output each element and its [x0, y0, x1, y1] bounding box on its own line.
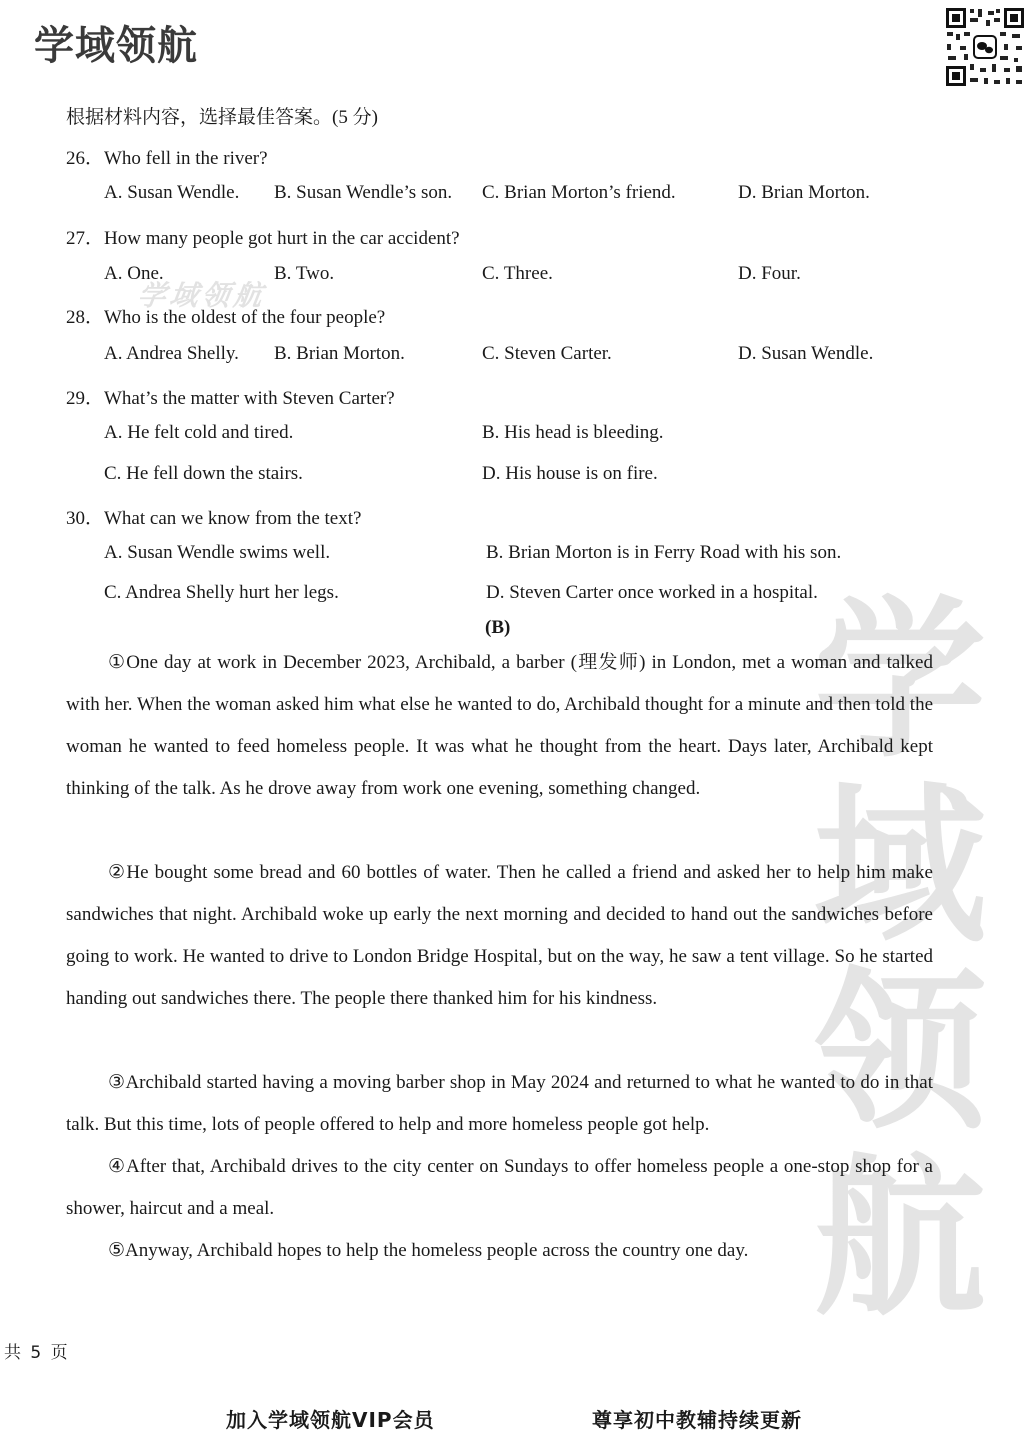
question-27: 27．How many people got hurt in the car accident? — [66, 228, 460, 249]
option-29-b[interactable]: B. His head is bleeding. — [482, 422, 664, 443]
option-28-d[interactable]: D. Susan Wendle. — [738, 343, 874, 364]
watermark-char-1: 学 — [814, 580, 986, 781]
paragraph-1: ①One day at work in December 2023, Archibald, a barber (理发师) in London, met a woman and talked with her. When the woman asked him what else he wanted to do, Archibald thought for a minute and then told the woman he wanted to feed homeless people. It was what he thought from the heart. Days later, Archibald kept thinking of the talk. As he drove away from work one evening, something changed. — [66, 652, 933, 799]
option-30-c[interactable]: C. Andrea Shelly hurt her legs. — [104, 582, 339, 603]
promo-update: 尊享初中教辅持续更新 — [592, 1408, 802, 1432]
page-total: 共 5 页 — [4, 1343, 70, 1363]
question-26: 26．Who fell in the river? — [66, 148, 268, 169]
option-30-d[interactable]: D. Steven Carter once worked in a hospital. — [486, 582, 818, 603]
paragraph-2: ②He bought some bread and 60 bottles of water. Then he called a friend and asked her to help him make sandwiches that night. Archibald woke up early the next morning and decided to hand out the sandwiches before going to work. He wanted to drive to London Bridge Hospital, but on the way, he saw a tent village. So he started handing out sandwiches there. The people there thanked him for his kindness. — [66, 862, 933, 1009]
brand-logo: 学域领航 — [34, 23, 198, 69]
watermark-char-3: 领 — [814, 952, 986, 1153]
watermark-char-2: 域 — [814, 766, 986, 967]
paragraph-4: ④After that, Archibald drives to the city center on Sundays to offer homeless people a one-stop shop for a shower, haircut and a meal. — [66, 1156, 933, 1219]
option-27-d[interactable]: D. Four. — [738, 263, 801, 284]
option-29-c[interactable]: C. He fell down the stairs. — [104, 463, 303, 484]
option-30-b[interactable]: B. Brian Morton is in Ferry Road with his son. — [486, 542, 842, 563]
option-30-a[interactable]: A. Susan Wendle swims well. — [104, 542, 331, 563]
promo-vip: 加入学域领航VIP会员 — [226, 1408, 435, 1432]
watermark-small: 学域领航 — [135, 279, 269, 312]
question-29: 29．What’s the matter with Steven Carter? — [66, 388, 395, 409]
option-27-a[interactable]: A. One. — [104, 263, 164, 284]
instruction: 根据材料内容，选择最佳答案。(5 分) — [66, 107, 378, 128]
option-28-a[interactable]: A. Andrea Shelly. — [104, 343, 239, 364]
paragraph-3: ③Archibald started having a moving barber shop in May 2024 and returned to what he wanted to do in that talk. But this time, lots of people offered to help and more homeless people got help. — [66, 1072, 933, 1135]
question-30: 30．What can we know from the text? — [66, 508, 362, 529]
watermark-char-4: 航 — [814, 1138, 986, 1339]
option-29-a[interactable]: A. He felt cold and tired. — [104, 422, 294, 443]
paragraph-5: ⑤Anyway, Archibald hopes to help the homeless people across the country one day. — [108, 1240, 749, 1261]
section-b-title: (B) — [485, 617, 511, 638]
option-29-d[interactable]: D. His house is on fire. — [482, 463, 658, 484]
option-26-d[interactable]: D. Brian Morton. — [738, 182, 870, 203]
qr-code-icon — [944, 6, 1026, 88]
option-28-b[interactable]: B. Brian Morton. — [274, 343, 405, 364]
option-27-c[interactable]: C. Three. — [482, 263, 553, 284]
option-28-c[interactable]: C. Steven Carter. — [482, 343, 612, 364]
option-26-b[interactable]: B. Susan Wendle’s son. — [274, 182, 453, 203]
option-27-b[interactable]: B. Two. — [274, 263, 335, 284]
option-26-c[interactable]: C. Brian Morton’s friend. — [482, 182, 676, 203]
option-26-a[interactable]: A. Susan Wendle. — [104, 182, 240, 203]
question-28: 28．Who is the oldest of the four people? — [66, 307, 386, 328]
